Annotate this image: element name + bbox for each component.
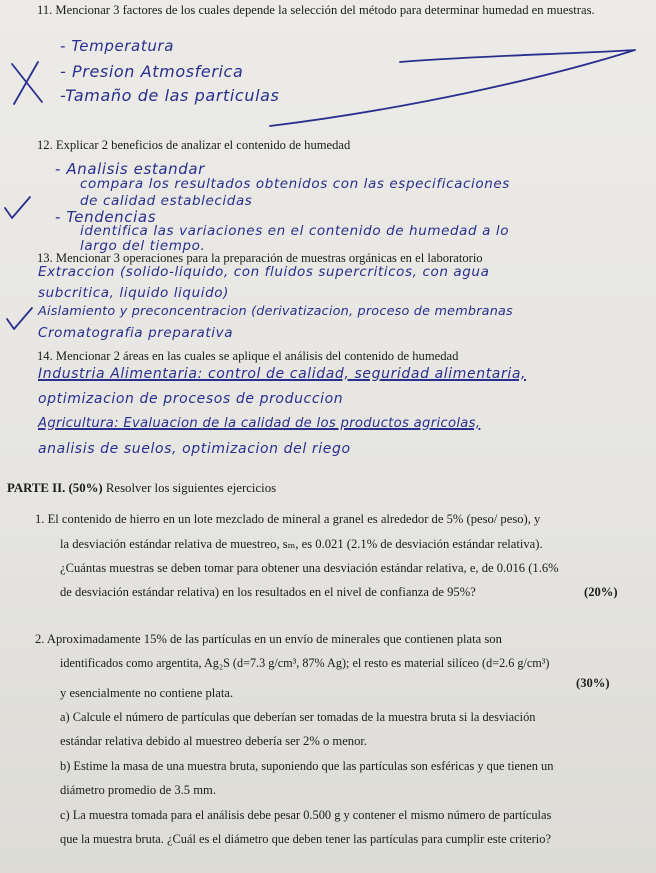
exercise-1-line-4: de desviación estándar relativa) en los resultados en el nivel de confianza de 95%? bbox=[60, 585, 476, 599]
exercise-2-line-1: 2. Aproximadamente 15% de las partículas en un envío de minerales que contienen plata son bbox=[35, 632, 502, 646]
exercise-2-line-3: y esencialmente no contiene plata. bbox=[60, 686, 234, 700]
exercise-1-points: (20%) bbox=[584, 585, 618, 599]
exercise-2-item-b-line-2: diámetro promedio de 3.5 mm. bbox=[60, 783, 216, 797]
exercise-2-item-c-line-2: que la muestra bruta. ¿Cuál es el diámetro que deben tener las partículas para cumplir este criterio? bbox=[60, 832, 551, 846]
exercise-2-item-b-line-1: b) Estime la masa de una muestra bruta, suponiendo que las partículas son esféricas y que tienen un bbox=[60, 759, 554, 773]
check-mark-icon bbox=[3, 194, 33, 224]
swoosh-line-icon bbox=[240, 40, 656, 130]
check-mark-icon bbox=[5, 305, 35, 335]
cross-mark-icon bbox=[8, 58, 48, 108]
answer-12-line-6: largo del tiempo. bbox=[80, 238, 206, 254]
answer-13-line-3: Aislamiento y preconcentracion (derivatizacion, proceso de membranas bbox=[38, 304, 513, 319]
answer-14-line-3: Agricultura: Evaluacion de la calidad de los productos agricolas, bbox=[38, 416, 481, 431]
question-13: 13. Mencionar 3 operaciones para la preparación de muestras orgánicas en el laboratorio bbox=[37, 251, 483, 265]
exercise-2-line-2: identificados como argentita, Ag₂S (d=7.3 g/cm³, 87% Ag); el resto es material silíceo (d=2.6 g/cm³) bbox=[60, 656, 550, 670]
answer-11-line-3: -Tamaño de las particulas bbox=[60, 86, 280, 105]
answer-14-line-2: optimizacion de procesos de produccion bbox=[38, 391, 344, 407]
answer-14-line-1: Industria Alimentaria: control de calidad, seguridad alimentaria, bbox=[38, 366, 527, 382]
answer-11-line-1: - Temperatura bbox=[60, 37, 174, 55]
answer-12-line-1: - Analisis estandar bbox=[55, 160, 205, 178]
part-2-heading-rest: Resolver los siguientes ejercicios bbox=[102, 481, 277, 495]
answer-13-line-2: subcritica, liquido liquido) bbox=[38, 285, 229, 301]
answer-11-line-2: - Presion Atmosferica bbox=[60, 62, 244, 81]
question-12: 12. Explicar 2 beneficios de analizar el contenido de humedad bbox=[37, 138, 351, 152]
part-2-heading-bold: PARTE II. (50%) bbox=[7, 481, 103, 495]
exercise-1-line-2: la desviación estándar relativa de muestreo, sₘ, es 0.021 (2.1% de desviación estándar relativa). bbox=[60, 537, 543, 551]
exercise-2-item-a-line-1: a) Calcule el número de partículas que deberían ser tomadas de la muestra bruta si la desviación bbox=[60, 710, 536, 724]
answer-12-line-4: - Tendencias bbox=[55, 208, 157, 226]
answer-13-line-1: Extraccion (solido-liquido, con fluidos supercriticos, con agua bbox=[38, 264, 490, 280]
answer-12-line-3: de calidad establecidas bbox=[80, 193, 253, 209]
answer-13-line-4: Cromatografia preparativa bbox=[38, 325, 234, 341]
exercise-2-item-a-line-2: estándar relativa debido al muestreo debería ser 2% o menor. bbox=[60, 734, 368, 748]
answer-14-line-4: analisis de suelos, optimizacion del riego bbox=[38, 441, 351, 457]
question-14: 14. Mencionar 2 áreas en las cuales se aplique el análisis del contenido de humedad bbox=[37, 349, 459, 363]
answer-12-line-2: compara los resultados obtenidos con las especificaciones bbox=[80, 176, 510, 192]
answer-12-line-5: identifica las variaciones en el contenido de humedad a lo bbox=[80, 223, 510, 239]
exercise-1-line-3: ¿Cuántas muestras se deben tomar para obtener una desviación estándar relativa, e, de 0.016 (1.6% bbox=[60, 561, 559, 575]
exercise-1-line-1: 1. El contenido de hierro en un lote mezclado de mineral a granel es alrededor de 5% (peso/ peso), y bbox=[35, 512, 541, 526]
exercise-2-item-c-line-1: c) La muestra tomada para el análisis debe pesar 0.500 g y contener el mismo número de partículas bbox=[60, 808, 552, 822]
question-11: 11. Mencionar 3 factores de los cuales depende la selección del método para determinar humedad en muestras. bbox=[37, 3, 595, 17]
exercise-2-points: (30%) bbox=[576, 676, 610, 690]
part-2-heading bbox=[7, 481, 276, 496]
